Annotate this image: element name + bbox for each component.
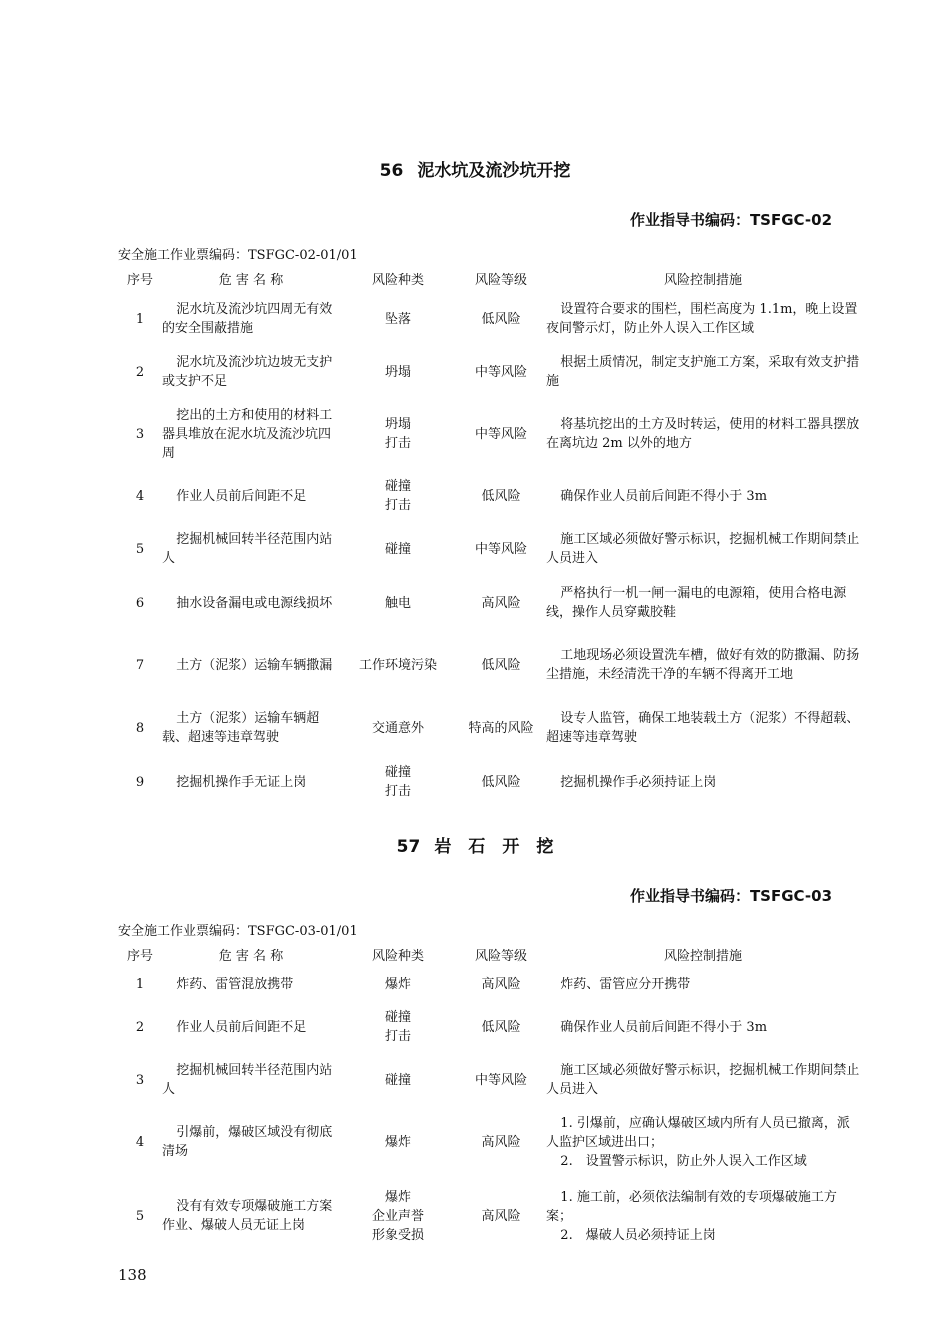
risk-type (340, 346, 456, 398)
hazard-text: 挖掘机操作手无证上岗 (176, 774, 307, 790)
section-title-text: 泥水坑及流沙坑开挖 (417, 161, 571, 181)
hazard-name (162, 346, 340, 398)
section-title-text: 岩 石 开 挖 (434, 837, 554, 857)
hazard-text: 抽水设备漏电或电源线损坏 (176, 595, 333, 611)
risk-type-line: 打击 (384, 784, 411, 799)
risk-level: 高风险 (481, 595, 521, 611)
measure-line: 挖掘机操作手必须持证上岗 (560, 774, 717, 790)
row-number: 4 (135, 1134, 145, 1150)
risk-type-line: 爆炸 (384, 1134, 411, 1150)
risk-type-line: 触电 (384, 595, 411, 611)
control-measure (546, 1106, 860, 1178)
control-measure (546, 1054, 860, 1106)
guidance-code: 作业指导书编码：TSFGC-03 (629, 887, 832, 905)
row-number: 7 (135, 657, 145, 673)
risk-type-line: 爆炸 (384, 1189, 411, 1205)
table-row (118, 1054, 860, 1106)
risk-type (340, 1106, 456, 1178)
page-number: 138 (118, 1266, 147, 1284)
risk-level: 中等风险 (474, 1072, 527, 1088)
risk-level: 低风险 (481, 488, 521, 504)
risk-level: 低风险 (481, 1019, 521, 1035)
risk-level: 低风险 (481, 311, 521, 327)
risk-table-57 (118, 944, 860, 1254)
measure-line: 炸药、雷管应分开携带 (560, 976, 691, 992)
risk-type (340, 1178, 456, 1254)
table-row (118, 292, 860, 346)
header-no: 序号 (126, 948, 153, 964)
risk-type-line: 企业声誉 (371, 1208, 424, 1224)
hazard-text: 挖出的土方和使用的材料工器具堆放在泥水坑及流沙坑四周 (162, 407, 333, 461)
table-row (118, 398, 860, 470)
risk-level: 低风险 (481, 657, 521, 673)
row-number: 1 (135, 311, 145, 327)
row-number: 5 (135, 1208, 145, 1224)
risk-type-line: 打击 (384, 436, 411, 451)
control-measure (546, 756, 860, 808)
control-measure (546, 630, 860, 700)
row-number: 9 (135, 774, 145, 790)
risk-type-line: 碰撞 (384, 541, 411, 557)
measure-line: 设置符合要求的围栏，围栏高度为 1.1m，晚上设置夜间警示灯，防止外人误入工作区域 (546, 302, 858, 336)
risk-type (340, 1054, 456, 1106)
hazard-name (162, 576, 340, 630)
risk-type-line: 碰撞 (384, 479, 411, 494)
control-measure (546, 1178, 860, 1254)
control-measure (546, 346, 860, 398)
hazard-name (162, 756, 340, 808)
measure-line: 根据土质情况，制定支护施工方案，采取有效支护措施 (546, 355, 860, 389)
measure-line: 施工区域必须做好警示标识，挖掘机械工作期间禁止人员进入 (546, 532, 860, 566)
header-level: 风险等级 (474, 948, 527, 964)
risk-type-line: 爆炸 (384, 976, 411, 992)
row-number: 8 (135, 720, 145, 736)
row-number: 3 (135, 1072, 145, 1088)
measure-line: 工地现场必须设置洗车槽，做好有效的防撒漏、防扬尘措施，未经清洗干净的车辆不得离开工地 (546, 648, 860, 682)
hazard-text: 作业人员前后间距不足 (176, 1019, 307, 1035)
risk-type (340, 756, 456, 808)
row-number: 4 (135, 488, 145, 504)
table-row (118, 346, 860, 398)
hazard-text: 泥水坑及流沙坑边坡无支护或支护不足 (162, 355, 333, 389)
hazard-text: 作业人员前后间距不足 (176, 488, 307, 504)
hazard-name (162, 1106, 340, 1178)
risk-type-line: 工作环境污染 (358, 657, 437, 673)
table-row (118, 1178, 860, 1254)
measure-line: 严格执行一机一闸一漏电的电源箱，使用合格电源线，操作人员穿戴胶鞋 (546, 586, 847, 620)
table-row (118, 522, 860, 576)
risk-type (340, 1000, 456, 1054)
hazard-name (162, 700, 340, 756)
hazard-name (162, 1054, 340, 1106)
risk-type-line: 打击 (384, 498, 411, 513)
table-row (118, 700, 860, 756)
hazard-name (162, 1000, 340, 1054)
table-row (118, 756, 860, 808)
table-header-row (118, 944, 860, 968)
hazard-name (162, 1178, 340, 1254)
table-header-row (118, 268, 860, 292)
hazard-name (162, 398, 340, 470)
measure-line: 2. 设置警示标识，防止外人误入工作区域 (560, 1153, 807, 1169)
hazard-text: 没有有效专项爆破施工方案作业、爆破人员无证上岗 (162, 1199, 333, 1233)
hazard-text: 引爆前，爆破区域没有彻底清场 (162, 1125, 333, 1159)
measure-line: 施工区域必须做好警示标识，挖掘机械工作期间禁止人员进入 (546, 1063, 860, 1097)
control-measure (546, 700, 860, 756)
risk-table-56 (118, 268, 860, 808)
section-number: 56 (379, 161, 404, 181)
risk-type-line: 坍塌 (384, 417, 411, 432)
hazard-text: 泥水坑及流沙坑四周无有效的安全围蔽措施 (162, 302, 333, 336)
hazard-text: 挖掘机械回转半径范围内站人 (162, 1063, 333, 1097)
header-type: 风险种类 (371, 948, 424, 964)
risk-level: 中等风险 (474, 541, 527, 557)
risk-type (340, 292, 456, 346)
risk-level: 高风险 (481, 976, 521, 992)
measure-line: 1. 引爆前，应确认爆破区域内所有人员已撤离，派人监护区域进出口； (546, 1115, 850, 1150)
risk-type (340, 700, 456, 756)
table-row (118, 470, 860, 522)
hazard-name (162, 630, 340, 700)
row-number: 2 (135, 364, 145, 380)
risk-level: 特高的风险 (468, 720, 534, 736)
guidance-code: 作业指导书编码：TSFGC-02 (629, 211, 832, 229)
table-row (118, 968, 860, 1000)
row-number: 1 (135, 976, 145, 992)
header-measure: 风险控制措施 (663, 948, 742, 964)
row-number: 2 (135, 1019, 145, 1035)
control-measure (546, 1000, 860, 1054)
table-row (118, 1000, 860, 1054)
header-hazard: 危 害 名 称 (218, 272, 284, 288)
risk-level: 中等风险 (474, 426, 527, 442)
risk-level: 低风险 (481, 774, 521, 790)
control-measure (546, 470, 860, 522)
risk-level: 高风险 (481, 1134, 521, 1150)
control-measure (546, 398, 860, 470)
row-number: 6 (135, 595, 145, 611)
control-measure (546, 576, 860, 630)
risk-type (340, 470, 456, 522)
row-number: 5 (135, 541, 145, 557)
section-56-title (0, 156, 950, 181)
table-row (118, 630, 860, 700)
hazard-name (162, 292, 340, 346)
risk-type-line: 打击 (384, 1029, 411, 1044)
risk-type-line: 形象受损 (371, 1227, 424, 1243)
table-row (118, 576, 860, 630)
work-ticket-code: 安全施工作业票编码：TSFGC-03-01/01 (118, 924, 358, 939)
risk-type-line: 碰撞 (384, 1072, 411, 1088)
hazard-text: 炸药、雷管混放携带 (176, 976, 294, 992)
header-type: 风险种类 (371, 272, 424, 288)
header-measure: 风险控制措施 (663, 272, 742, 288)
measure-line: 2. 爆破人员必须持证上岗 (560, 1227, 716, 1243)
measure-line: 确保作业人员前后间距不得小于 3m (560, 488, 768, 504)
control-measure (546, 522, 860, 576)
work-ticket-code: 安全施工作业票编码：TSFGC-02-01/01 (118, 248, 358, 263)
control-measure (546, 292, 860, 346)
risk-type (340, 398, 456, 470)
section-number: 57 (396, 837, 421, 857)
risk-type (340, 522, 456, 576)
risk-type-line: 坍塌 (384, 364, 411, 380)
hazard-name (162, 522, 340, 576)
risk-type-line: 交通意外 (371, 720, 424, 736)
measure-line: 确保作业人员前后间距不得小于 3m (560, 1019, 768, 1035)
header-level: 风险等级 (474, 272, 527, 288)
control-measure (546, 968, 860, 1000)
risk-type-line: 坠落 (384, 311, 411, 327)
risk-type-line: 碰撞 (384, 1010, 411, 1025)
risk-level: 中等风险 (474, 364, 527, 380)
risk-type (340, 968, 456, 1000)
measure-line: 设专人监管，确保工地装载土方（泥浆）不得超载、超速等违章驾驶 (546, 711, 860, 745)
hazard-name (162, 470, 340, 522)
hazard-text: 挖掘机械回转半径范围内站人 (162, 532, 333, 566)
measure-line: 1. 施工前，必须依法编制有效的专项爆破施工方案； (546, 1189, 837, 1224)
row-number: 3 (135, 426, 145, 442)
header-hazard: 危 害 名 称 (218, 948, 284, 964)
risk-type (340, 630, 456, 700)
table-row (118, 1106, 860, 1178)
header-no: 序号 (126, 272, 153, 288)
risk-level: 高风险 (481, 1208, 521, 1224)
risk-type (340, 576, 456, 630)
hazard-name (162, 968, 340, 1000)
risk-type-line: 碰撞 (384, 765, 411, 780)
hazard-text: 土方（泥浆）运输车辆撒漏 (176, 657, 333, 673)
section-57-title (0, 832, 950, 857)
hazard-text: 土方（泥浆）运输车辆超载、超速等违章驾驶 (162, 711, 320, 745)
measure-line: 将基坑挖出的土方及时转运，使用的材料工器具摆放在离坑边 2m 以外的地方 (546, 417, 860, 451)
